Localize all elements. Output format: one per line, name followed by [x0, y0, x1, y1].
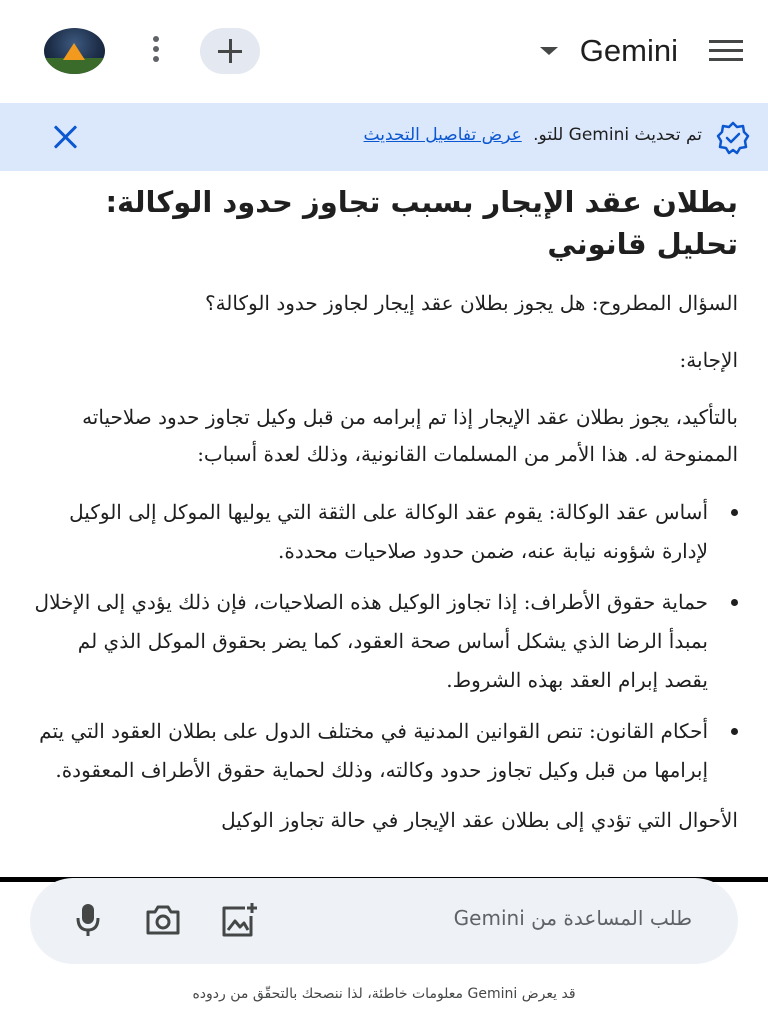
response-title: بطلان عقد الإيجار بسبب تجاوز حدود الوكالة: تحليل قانوني [105, 185, 738, 261]
answer-label: الإجابة: [679, 348, 738, 372]
new-chat-button[interactable] [200, 28, 260, 74]
more-options-icon[interactable] [142, 36, 170, 66]
app-title: Gemini [579, 33, 678, 68]
banner-details-link[interactable]: عرض تفاصيل التحديث [363, 125, 522, 145]
prompt-placeholder: طلب المساعدة من Gemini [453, 906, 692, 930]
top-app-bar [0, 0, 768, 103]
list-item: أحكام القانون: تنص القوانين المدنية في مختلف الدول على بطلان العقود التي يتم إبرامها من قبل وكيل تجاوز حدود وكالته، وذلك لحماية حقوق الأطراف المعقودة. [30, 712, 738, 790]
kebab-dot [153, 56, 159, 62]
banner-message [364, 125, 702, 145]
list-item: حماية حقوق الأطراف: إذا تجاوز الوكيل هذه الصلاحيات، فإن ذلك يؤدي إلى الإخلال بمبدأ الرضا الذي يشكل أساس صحة العقود، كما يضر بحقوق الموكل الذي لم يقصد إبرام العقد بهذه الشروط. [30, 583, 738, 700]
close-icon[interactable] [53, 124, 79, 150]
intro-paragraph: بالتأكيد، يجوز بطلان عقد الإيجار إذا تم إبرامه من قبل وكيل تجاوز حدود صلاحياته الممنوحة له. هذا الأمر من المسلمات القانونية، وذلك لعدة أسباب: [82, 405, 738, 466]
avatar-ground [44, 58, 105, 74]
add-photo-icon[interactable] [219, 900, 259, 940]
kebab-dot [153, 36, 159, 42]
avatar[interactable] [44, 28, 105, 74]
response-content [0, 171, 768, 877]
menu-bar [709, 40, 743, 43]
mic-icon[interactable] [73, 900, 103, 940]
prompt-input[interactable] [30, 878, 738, 964]
kebab-dot [153, 46, 159, 52]
menu-icon[interactable] [709, 40, 743, 62]
truncated-line: الأحوال التي تؤدي إلى بطلان عقد الإيجار في حالة تجاوز الوكيل [221, 808, 738, 832]
model-switcher[interactable] [540, 30, 678, 72]
verified-badge-icon [716, 121, 750, 155]
menu-bar [709, 58, 743, 61]
question-text: السؤال المطروح: هل يجوز بطلان عقد إيجار لجاوز حدود الوكالة؟ [204, 291, 738, 315]
banner-text: تم تحديث Gemini للتو. [533, 125, 702, 145]
avatar-tent [63, 43, 85, 60]
chevron-down-icon [540, 47, 558, 55]
camera-icon[interactable] [143, 900, 183, 940]
reasons-list [30, 493, 738, 790]
disclaimer-text: قد يعرض Gemini معلومات خاطئة، لذا ننصحك بالتحقّق من ردوده [192, 986, 576, 1002]
list-item: أساس عقد الوكالة: يقوم عقد الوكالة على الثقة التي يوليها الموكل إلى الوكيل لإدارة شؤونه نيابة عنه، ضمن حدود صلاحيات محددة. [30, 493, 738, 571]
menu-bar [709, 49, 743, 52]
update-banner [0, 103, 768, 171]
input-area [0, 882, 768, 1024]
